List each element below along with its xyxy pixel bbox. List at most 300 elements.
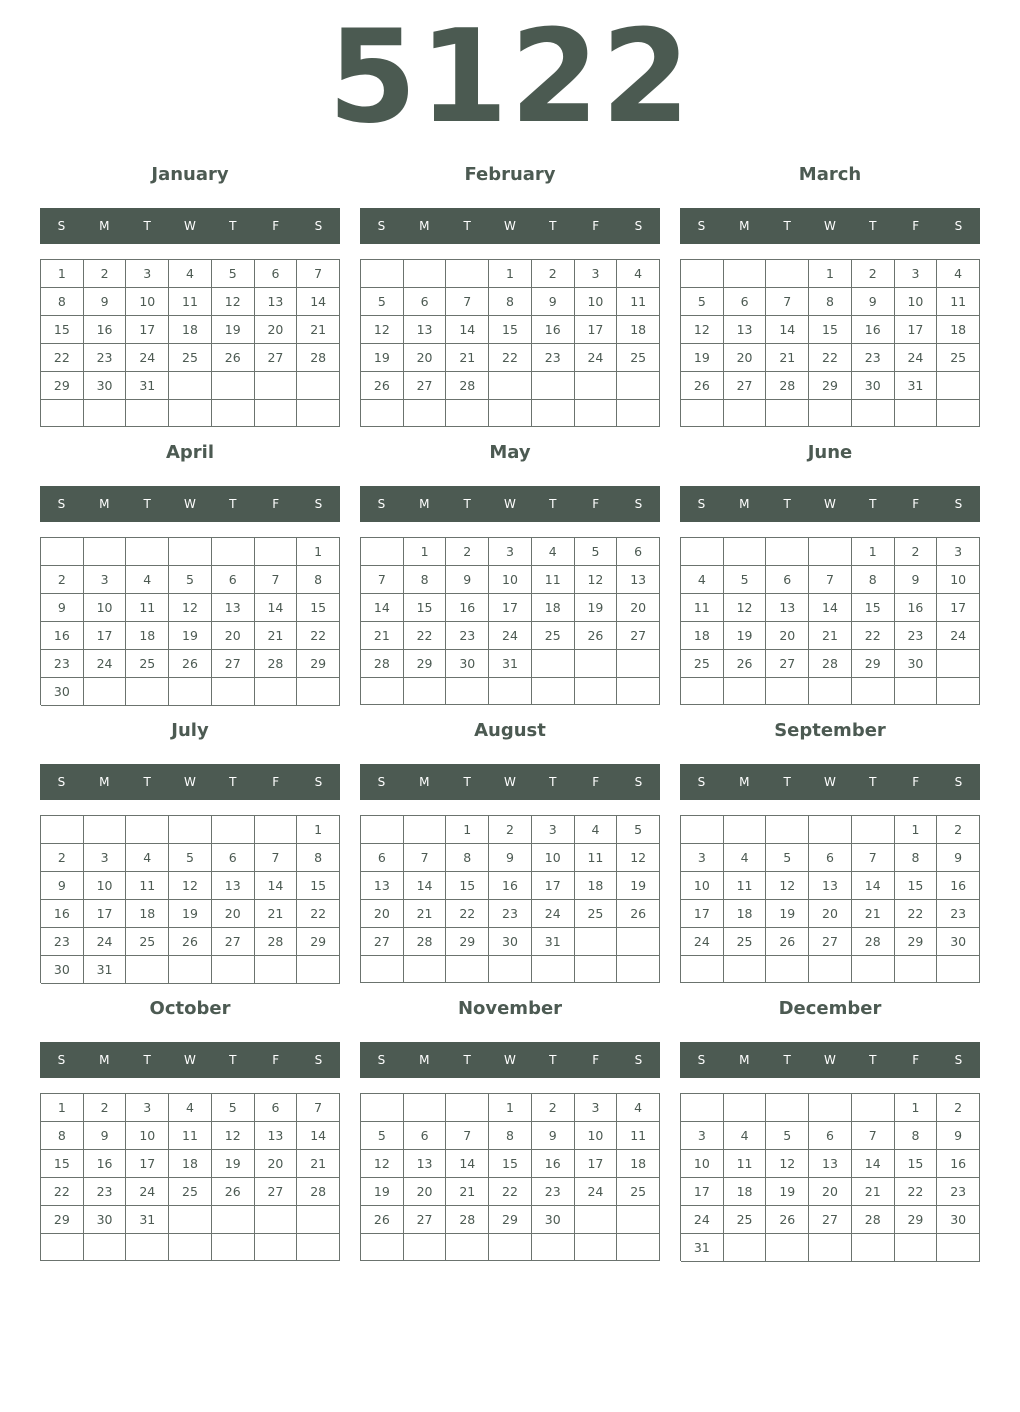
empty-cell (212, 678, 255, 706)
day-cell: 17 (532, 872, 575, 900)
day-cell: 24 (937, 622, 980, 650)
day-cell: 25 (681, 650, 724, 678)
day-cell: 16 (532, 1150, 575, 1178)
weekday-label: T (229, 1053, 237, 1067)
day-cell: 7 (255, 566, 298, 594)
day-cell: 10 (532, 844, 575, 872)
empty-cell (681, 816, 724, 844)
empty-cell (766, 538, 809, 566)
empty-cell (895, 956, 938, 983)
day-cell: 8 (852, 566, 895, 594)
empty-cell (724, 816, 767, 844)
empty-cell (404, 1094, 447, 1122)
empty-cell (809, 956, 852, 983)
day-grid (40, 1093, 340, 1261)
day-cell: 30 (489, 928, 532, 956)
day-cell: 30 (937, 1206, 980, 1234)
day-cell: 6 (361, 844, 404, 872)
empty-cell (446, 956, 489, 983)
day-cell: 23 (41, 650, 84, 678)
day-cell: 11 (681, 594, 724, 622)
empty-cell (126, 400, 169, 427)
day-cell: 17 (937, 594, 980, 622)
weekday-label: S (314, 1053, 323, 1067)
day-cell: 13 (809, 872, 852, 900)
day-cell: 22 (297, 622, 340, 650)
weekday-label: T (463, 219, 471, 233)
empty-cell (126, 538, 169, 566)
day-cell: 5 (681, 288, 724, 316)
day-cell: 13 (617, 566, 660, 594)
day-cell: 12 (724, 594, 767, 622)
day-cell: 19 (575, 594, 618, 622)
empty-cell (404, 956, 447, 983)
day-cell: 3 (532, 816, 575, 844)
day-cell: 11 (126, 872, 169, 900)
day-cell: 12 (766, 872, 809, 900)
weekday-header (360, 208, 660, 244)
empty-cell (361, 1094, 404, 1122)
empty-cell (41, 1234, 84, 1261)
day-cell: 30 (84, 372, 127, 400)
day-cell: 7 (809, 566, 852, 594)
day-cell: 9 (489, 844, 532, 872)
day-cell: 5 (724, 566, 767, 594)
day-cell: 1 (404, 538, 447, 566)
day-cell: 29 (297, 650, 340, 678)
day-cell: 3 (575, 1094, 618, 1122)
empty-cell (255, 1206, 298, 1234)
day-cell: 11 (126, 594, 169, 622)
weekday-label: T (463, 1053, 471, 1067)
day-cell: 21 (297, 316, 340, 344)
day-cell: 12 (169, 594, 212, 622)
weekday-label: F (912, 219, 920, 233)
day-cell: 13 (404, 1150, 447, 1178)
day-cell: 24 (681, 928, 724, 956)
day-cell: 3 (126, 260, 169, 288)
day-cell: 24 (126, 1178, 169, 1206)
day-cell: 23 (446, 622, 489, 650)
day-cell: 2 (489, 816, 532, 844)
day-cell: 27 (404, 1206, 447, 1234)
empty-cell (809, 400, 852, 427)
day-cell: 20 (212, 900, 255, 928)
day-cell: 22 (41, 344, 84, 372)
empty-cell (361, 956, 404, 983)
day-cell: 12 (212, 1122, 255, 1150)
day-cell: 8 (489, 288, 532, 316)
day-cell: 2 (84, 260, 127, 288)
empty-cell (255, 372, 298, 400)
day-cell: 1 (895, 1094, 938, 1122)
weekday-label: T (143, 1053, 151, 1067)
day-cell: 27 (809, 1206, 852, 1234)
day-cell: 10 (895, 288, 938, 316)
day-cell: 18 (169, 316, 212, 344)
weekday-label: T (229, 497, 237, 511)
weekday-label: S (634, 775, 643, 789)
weekday-label: W (184, 219, 196, 233)
empty-cell (404, 260, 447, 288)
day-cell: 26 (212, 1178, 255, 1206)
day-cell: 15 (297, 594, 340, 622)
day-cell: 30 (532, 1206, 575, 1234)
day-cell: 22 (489, 1178, 532, 1206)
empty-cell (297, 678, 340, 706)
empty-cell (489, 956, 532, 983)
day-cell: 10 (489, 566, 532, 594)
day-cell: 21 (446, 344, 489, 372)
day-cell: 8 (41, 1122, 84, 1150)
empty-cell (937, 956, 980, 983)
day-cell: 19 (766, 900, 809, 928)
day-cell: 23 (489, 900, 532, 928)
day-cell: 18 (532, 594, 575, 622)
empty-cell (169, 1234, 212, 1261)
empty-cell (724, 678, 767, 705)
day-cell: 3 (489, 538, 532, 566)
empty-cell (212, 956, 255, 984)
day-cell: 5 (766, 844, 809, 872)
day-cell: 8 (809, 288, 852, 316)
day-cell: 6 (809, 1122, 852, 1150)
day-cell: 22 (895, 900, 938, 928)
weekday-label: F (912, 1053, 920, 1067)
day-cell: 6 (404, 1122, 447, 1150)
day-cell: 3 (84, 566, 127, 594)
day-cell: 23 (41, 928, 84, 956)
day-cell: 4 (617, 1094, 660, 1122)
day-cell: 11 (617, 288, 660, 316)
day-cell: 27 (766, 650, 809, 678)
day-cell: 15 (489, 1150, 532, 1178)
day-cell: 15 (297, 872, 340, 900)
day-cell: 1 (41, 1094, 84, 1122)
day-cell: 27 (255, 344, 298, 372)
day-cell: 20 (212, 622, 255, 650)
day-cell: 1 (489, 1094, 532, 1122)
day-cell: 9 (446, 566, 489, 594)
day-cell: 4 (575, 816, 618, 844)
weekday-label: S (697, 219, 706, 233)
day-cell: 7 (852, 1122, 895, 1150)
day-cell: 9 (937, 1122, 980, 1150)
day-cell: 21 (809, 622, 852, 650)
empty-cell (575, 956, 618, 983)
month-title: December (778, 998, 882, 1019)
empty-cell (169, 678, 212, 706)
day-cell: 25 (532, 622, 575, 650)
weekday-label: M (739, 775, 750, 789)
day-cell: 25 (617, 344, 660, 372)
day-cell: 24 (895, 344, 938, 372)
day-cell: 15 (41, 1150, 84, 1178)
day-grid (680, 1093, 980, 1261)
day-cell: 2 (41, 566, 84, 594)
weekday-label: M (419, 775, 430, 789)
day-cell: 18 (724, 900, 767, 928)
day-cell: 18 (169, 1150, 212, 1178)
empty-cell (852, 956, 895, 983)
day-cell: 2 (937, 1094, 980, 1122)
day-cell: 23 (937, 900, 980, 928)
weekday-label: S (697, 775, 706, 789)
day-cell: 13 (361, 872, 404, 900)
day-cell: 31 (681, 1234, 724, 1262)
empty-cell (169, 538, 212, 566)
day-cell: 2 (937, 816, 980, 844)
empty-cell (724, 400, 767, 427)
day-cell: 4 (532, 538, 575, 566)
day-cell: 4 (617, 260, 660, 288)
weekday-header (680, 208, 980, 244)
day-cell: 30 (41, 678, 84, 706)
empty-cell (617, 372, 660, 400)
day-cell: 14 (809, 594, 852, 622)
empty-cell (361, 400, 404, 427)
empty-cell (532, 678, 575, 705)
weekday-label: S (377, 219, 386, 233)
empty-cell (575, 928, 618, 956)
weekday-label: F (912, 775, 920, 789)
empty-cell (212, 400, 255, 427)
day-cell: 5 (617, 816, 660, 844)
day-cell: 20 (617, 594, 660, 622)
day-cell: 30 (895, 650, 938, 678)
empty-cell (809, 1234, 852, 1262)
day-cell: 27 (724, 372, 767, 400)
weekday-label: S (954, 775, 963, 789)
weekday-label: T (869, 219, 877, 233)
day-cell: 1 (895, 816, 938, 844)
day-cell: 19 (724, 622, 767, 650)
day-grid (40, 537, 340, 705)
weekday-label: T (229, 775, 237, 789)
weekday-label: M (99, 219, 110, 233)
empty-cell (617, 400, 660, 427)
day-cell: 23 (84, 1178, 127, 1206)
empty-cell (361, 1234, 404, 1261)
weekday-label: F (592, 1053, 600, 1067)
empty-cell (852, 400, 895, 427)
day-grid (40, 815, 340, 983)
month-title: November (457, 998, 563, 1019)
day-cell: 17 (84, 622, 127, 650)
weekday-label: M (99, 775, 110, 789)
empty-cell (489, 1234, 532, 1261)
weekday-label: S (314, 775, 323, 789)
empty-cell (681, 260, 724, 288)
day-cell: 12 (361, 1150, 404, 1178)
day-cell: 8 (895, 1122, 938, 1150)
weekday-header (40, 764, 340, 800)
day-cell: 18 (617, 1150, 660, 1178)
weekday-label: T (869, 775, 877, 789)
empty-cell (724, 1234, 767, 1262)
day-cell: 25 (126, 650, 169, 678)
weekday-label: W (504, 219, 516, 233)
day-cell: 3 (681, 844, 724, 872)
day-cell: 16 (41, 900, 84, 928)
month-title: July (171, 720, 209, 741)
day-cell: 23 (84, 344, 127, 372)
day-cell: 22 (895, 1178, 938, 1206)
empty-cell (852, 816, 895, 844)
empty-cell (575, 650, 618, 678)
day-cell: 25 (937, 344, 980, 372)
weekday-label: W (504, 1053, 516, 1067)
empty-cell (255, 1234, 298, 1261)
empty-cell (361, 678, 404, 705)
day-cell: 2 (532, 260, 575, 288)
day-cell: 10 (575, 288, 618, 316)
weekday-header (40, 1042, 340, 1078)
day-cell: 10 (575, 1122, 618, 1150)
weekday-label: F (592, 775, 600, 789)
day-cell: 28 (297, 1178, 340, 1206)
day-cell: 13 (809, 1150, 852, 1178)
empty-cell (617, 678, 660, 705)
empty-cell (212, 816, 255, 844)
day-cell: 10 (126, 1122, 169, 1150)
day-cell: 3 (575, 260, 618, 288)
day-cell: 19 (212, 1150, 255, 1178)
day-grid (680, 259, 980, 427)
day-cell: 20 (255, 316, 298, 344)
weekday-header (360, 1042, 660, 1078)
empty-cell (41, 816, 84, 844)
day-cell: 14 (297, 288, 340, 316)
empty-cell (852, 1234, 895, 1262)
day-cell: 13 (212, 872, 255, 900)
day-cell: 8 (41, 288, 84, 316)
day-cell: 6 (766, 566, 809, 594)
day-cell: 26 (169, 650, 212, 678)
empty-cell (212, 372, 255, 400)
day-cell: 19 (766, 1178, 809, 1206)
month-title: March (798, 164, 862, 185)
empty-cell (617, 650, 660, 678)
weekday-label: S (697, 497, 706, 511)
day-cell: 25 (724, 1206, 767, 1234)
day-cell: 28 (361, 650, 404, 678)
day-cell: 29 (895, 928, 938, 956)
empty-cell (766, 260, 809, 288)
day-cell: 12 (575, 566, 618, 594)
month-title: May (489, 442, 531, 463)
weekday-label: T (549, 219, 557, 233)
empty-cell (681, 678, 724, 705)
day-cell: 20 (404, 1178, 447, 1206)
day-cell: 1 (297, 538, 340, 566)
month-title: September (774, 720, 886, 741)
empty-cell (84, 400, 127, 427)
day-cell: 26 (361, 372, 404, 400)
day-cell: 16 (41, 622, 84, 650)
day-cell: 13 (766, 594, 809, 622)
empty-cell (255, 538, 298, 566)
weekday-label: T (463, 497, 471, 511)
day-cell: 20 (404, 344, 447, 372)
day-cell: 28 (809, 650, 852, 678)
day-cell: 3 (84, 844, 127, 872)
day-cell: 20 (809, 1178, 852, 1206)
day-cell: 22 (446, 900, 489, 928)
day-cell: 21 (255, 900, 298, 928)
day-cell: 25 (169, 1178, 212, 1206)
weekday-label: T (783, 497, 791, 511)
day-cell: 1 (446, 816, 489, 844)
day-cell: 6 (809, 844, 852, 872)
empty-cell (766, 400, 809, 427)
empty-cell (575, 400, 618, 427)
empty-cell (255, 816, 298, 844)
weekday-label: T (229, 219, 237, 233)
weekday-header (680, 486, 980, 522)
weekday-header (40, 208, 340, 244)
weekday-label: T (143, 497, 151, 511)
day-cell: 17 (126, 1150, 169, 1178)
day-cell: 8 (297, 844, 340, 872)
day-cell: 24 (84, 928, 127, 956)
day-cell: 29 (297, 928, 340, 956)
day-cell: 4 (937, 260, 980, 288)
day-cell: 25 (126, 928, 169, 956)
empty-cell (681, 538, 724, 566)
day-cell: 15 (41, 316, 84, 344)
empty-cell (84, 538, 127, 566)
weekday-label: T (783, 775, 791, 789)
empty-cell (724, 538, 767, 566)
day-cell: 17 (489, 594, 532, 622)
empty-cell (404, 400, 447, 427)
weekday-label: M (99, 497, 110, 511)
day-cell: 12 (681, 316, 724, 344)
day-cell: 21 (852, 1178, 895, 1206)
day-cell: 23 (532, 1178, 575, 1206)
day-cell: 11 (575, 844, 618, 872)
empty-cell (809, 538, 852, 566)
empty-cell (255, 956, 298, 984)
day-cell: 5 (212, 260, 255, 288)
day-cell: 29 (446, 928, 489, 956)
day-cell: 24 (681, 1206, 724, 1234)
weekday-label: F (592, 219, 600, 233)
empty-cell (126, 1234, 169, 1261)
empty-cell (681, 400, 724, 427)
empty-cell (532, 650, 575, 678)
day-cell: 28 (297, 344, 340, 372)
day-cell: 7 (404, 844, 447, 872)
weekday-label: M (419, 497, 430, 511)
day-cell: 3 (126, 1094, 169, 1122)
weekday-label: T (549, 775, 557, 789)
day-cell: 15 (404, 594, 447, 622)
day-cell: 19 (169, 622, 212, 650)
day-cell: 7 (361, 566, 404, 594)
empty-cell (766, 1234, 809, 1262)
weekday-label: W (504, 497, 516, 511)
day-cell: 9 (937, 844, 980, 872)
day-cell: 8 (404, 566, 447, 594)
empty-cell (532, 400, 575, 427)
empty-cell (617, 928, 660, 956)
weekday-label: M (419, 219, 430, 233)
day-cell: 6 (255, 1094, 298, 1122)
day-cell: 30 (852, 372, 895, 400)
empty-cell (212, 1206, 255, 1234)
